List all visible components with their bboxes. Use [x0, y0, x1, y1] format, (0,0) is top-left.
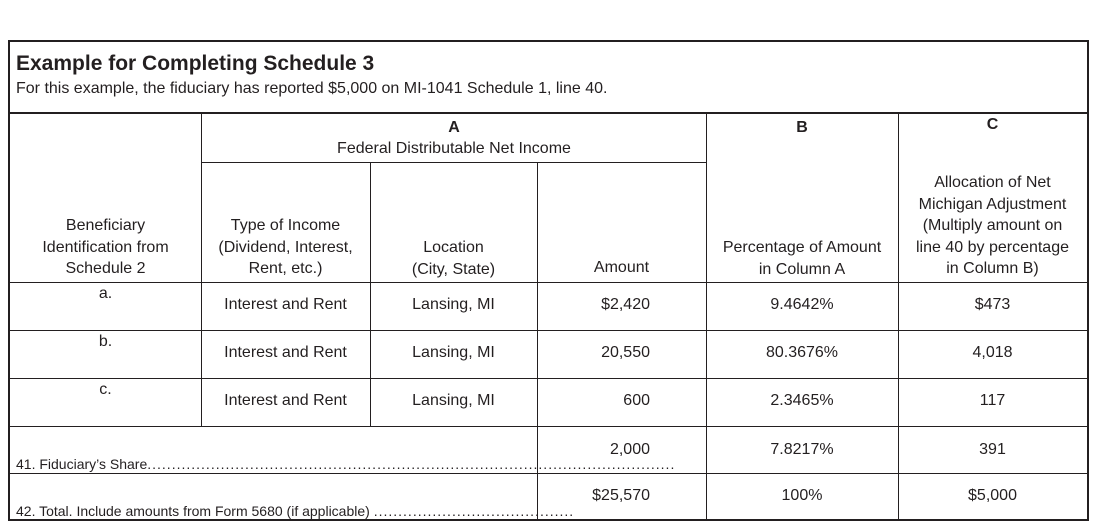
grid-line — [10, 378, 1087, 379]
row-a-amount: $2,420 — [601, 296, 650, 313]
line-41-percentage: 7.8217% — [770, 441, 834, 458]
row-a-allocation: $473 — [974, 296, 1011, 313]
beneficiary-column-header: Beneficiary Identification from Schedule 2 — [42, 217, 169, 277]
location-column-header: Location (City, State) — [411, 239, 496, 278]
line-42-percentage: 100% — [781, 487, 823, 504]
page-subtitle: For this example, the fiduciary has reported $5,000 on MI-1041 Schedule 1, line 40. — [16, 80, 608, 97]
page-title: Example for Completing Schedule 3 — [16, 52, 375, 75]
row-c-location: Lansing, MI — [412, 392, 495, 409]
percentage-column-header: Percentage of Amount in Column A — [722, 239, 882, 278]
amount-column-header: Amount — [593, 259, 650, 276]
grid-line — [706, 114, 707, 521]
allocation-column-header: Allocation of Net Michigan Adjustment (Multiply amount on line 40 by percentage in Column B) — [916, 174, 1069, 277]
row-b-location: Lansing, MI — [412, 344, 495, 361]
row-c-allocation: 117 — [979, 392, 1006, 409]
grid-line — [10, 473, 1087, 474]
grid-line — [10, 426, 1087, 427]
table-header-box — [10, 42, 1087, 114]
row-a-percentage: 9.4642% — [770, 296, 834, 313]
column-a-letter: A — [448, 119, 460, 136]
column-b-letter: B — [796, 119, 808, 136]
row-b-allocation: 4,018 — [972, 344, 1013, 361]
line-42-allocation: $5,000 — [968, 487, 1017, 504]
line-41-amount: 2,000 — [609, 441, 650, 458]
grid-line — [370, 162, 371, 427]
column-c-letter: C — [986, 116, 999, 133]
row-b-type: Interest and Rent — [224, 344, 347, 361]
line-42-amount: $25,570 — [592, 487, 650, 504]
row-b-id: b. — [98, 333, 113, 350]
dot-leader: ......................................... — [373, 503, 575, 519]
row-c-percentage: 2.3465% — [770, 392, 834, 409]
schedule-3-example-table — [8, 40, 1089, 521]
dot-leader: ............................................................................................................ — [147, 456, 676, 472]
type-of-income-column-header: Type of Income (Dividend, Interest, Rent, etc.) — [218, 217, 353, 277]
grid-line — [10, 282, 1087, 283]
line-41-label: 41. Fiduciary’s Share............................................................................................................ — [16, 456, 676, 472]
row-b-amount: 20,550 — [601, 344, 650, 361]
grid-line — [201, 162, 707, 163]
column-a-heading: Federal Distributable Net Income — [337, 140, 571, 157]
line-41-allocation: 391 — [979, 441, 1006, 458]
grid-line — [10, 330, 1087, 331]
row-a-location: Lansing, MI — [412, 296, 495, 313]
row-a-type: Interest and Rent — [224, 296, 347, 313]
line-42-label: 42. Total. Include amounts from Form 5680 (if applicable) ......................................... — [16, 503, 575, 519]
row-c-id: c. — [99, 381, 112, 398]
row-a-id: a. — [98, 285, 113, 302]
row-b-percentage: 80.3676% — [765, 344, 839, 361]
row-c-type: Interest and Rent — [224, 392, 347, 409]
row-c-amount: 600 — [623, 392, 650, 409]
